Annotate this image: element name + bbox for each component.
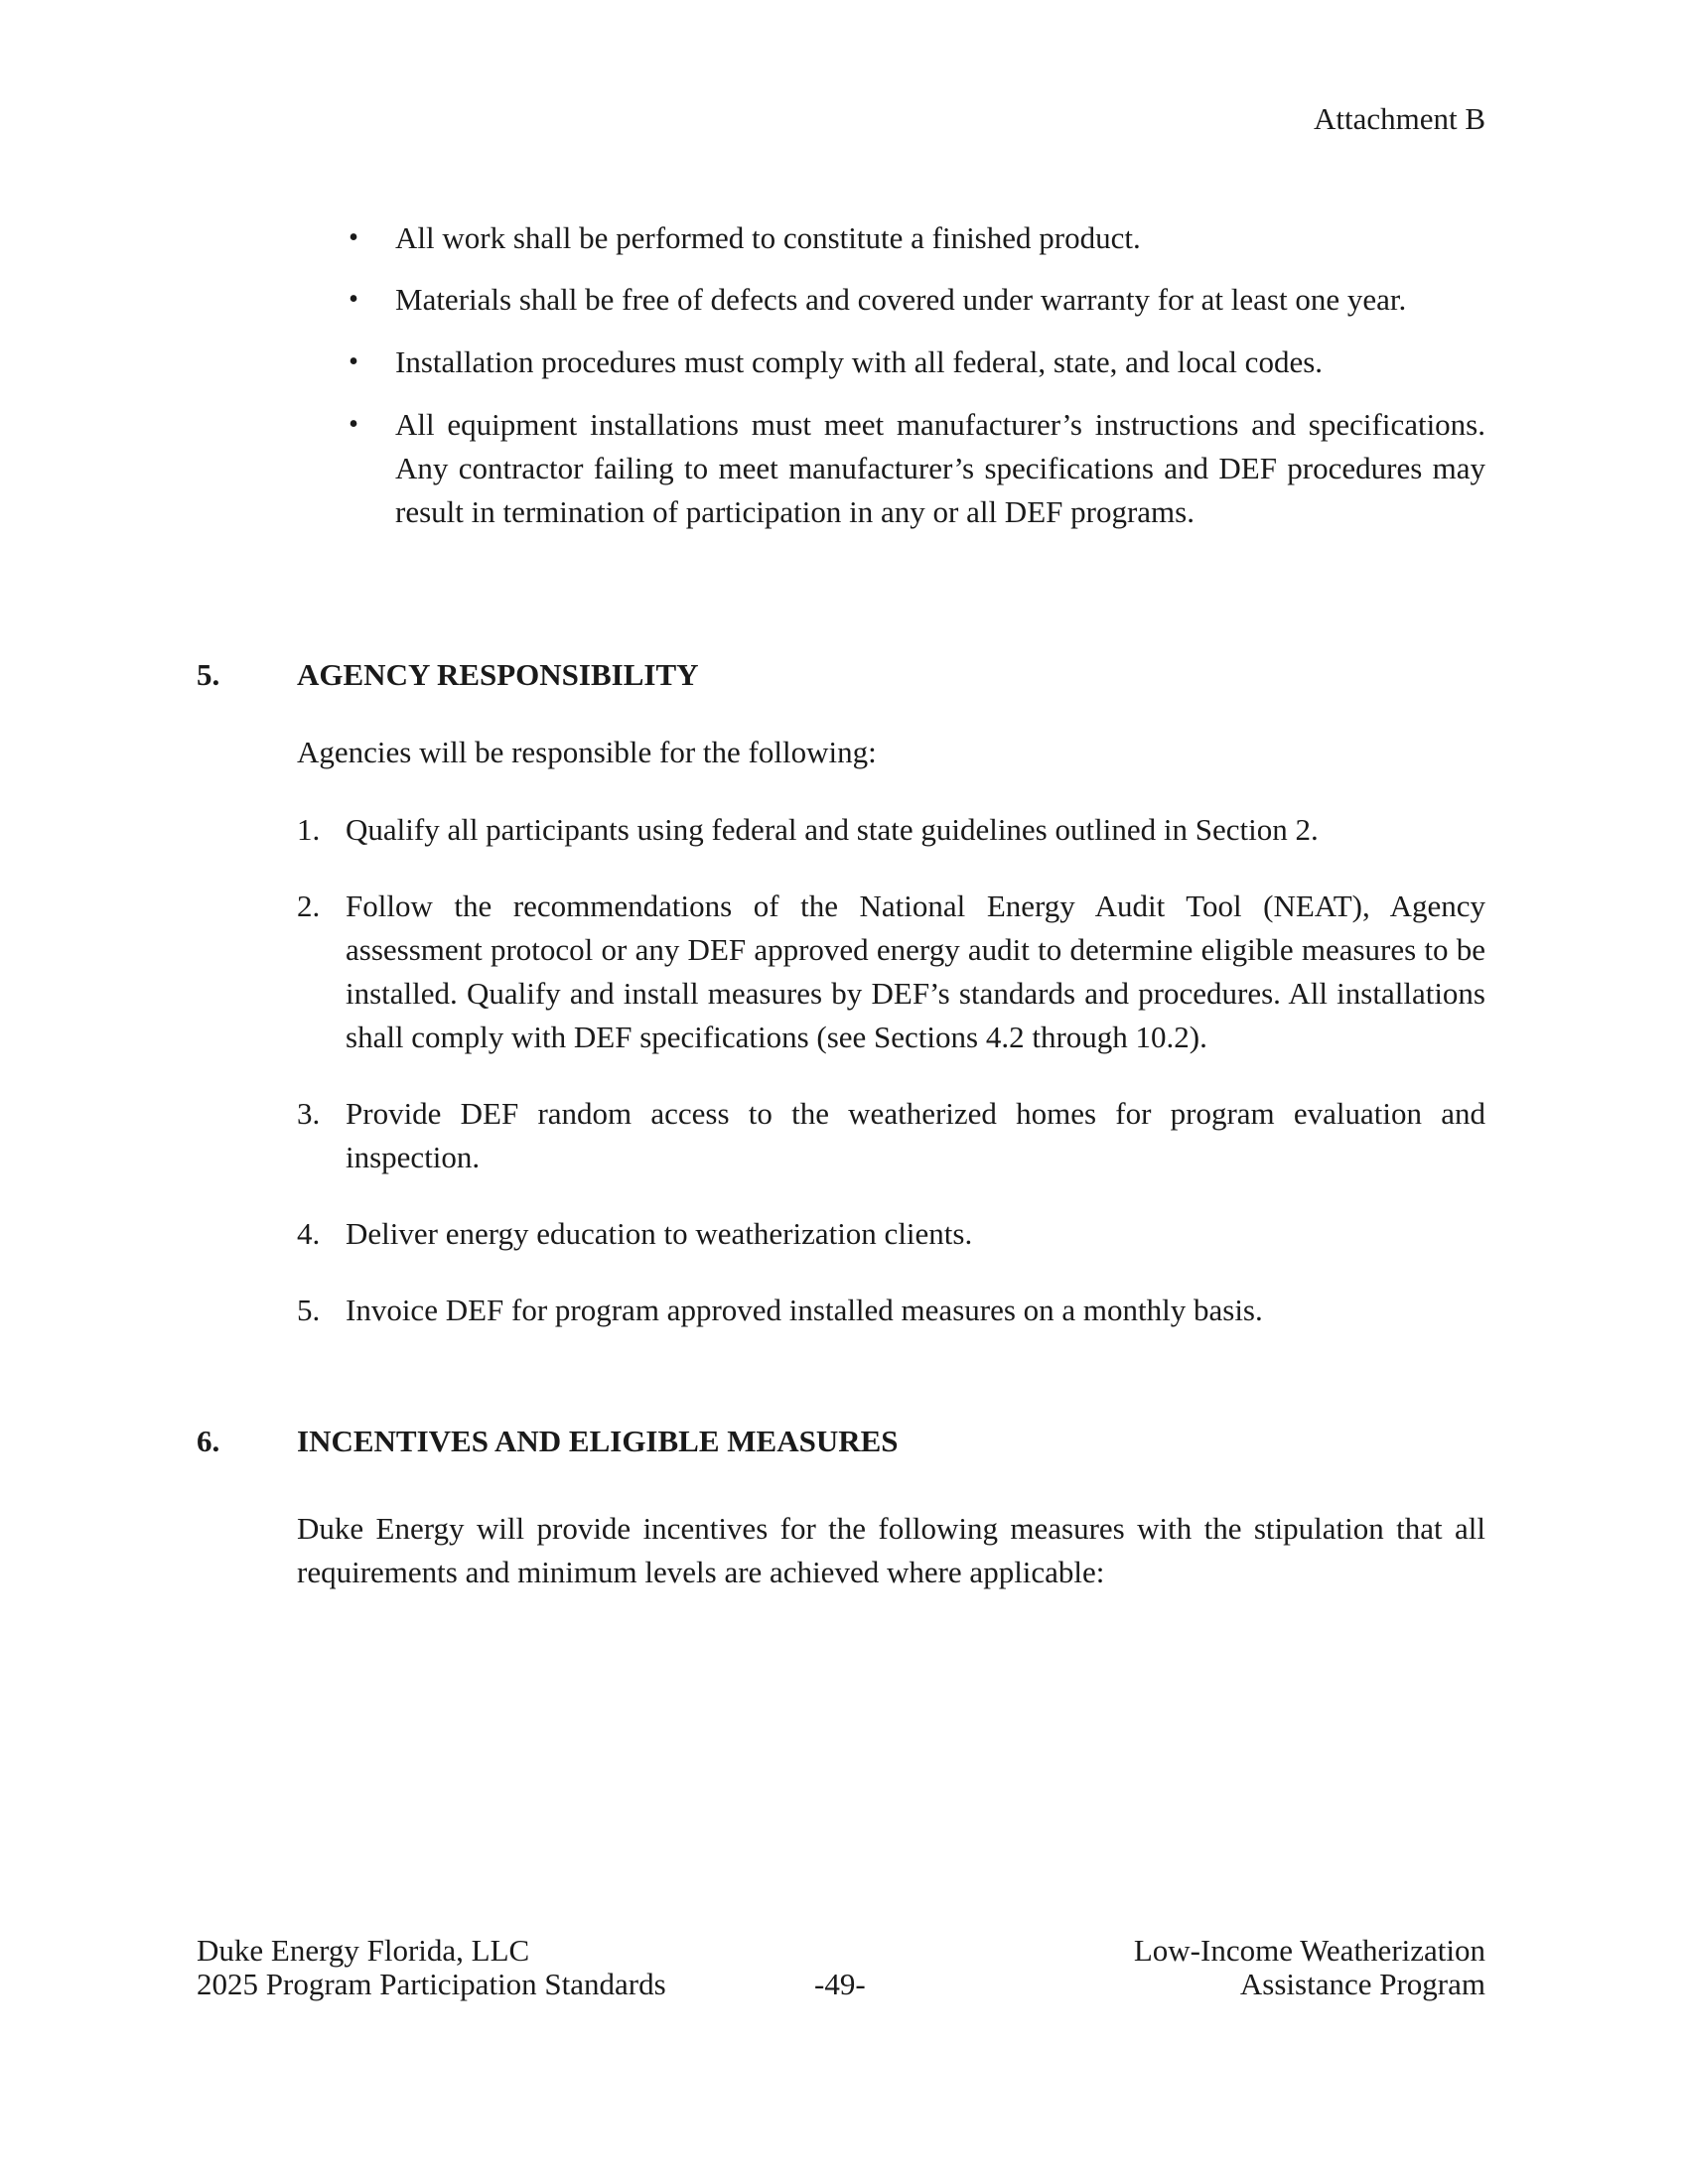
list-number: 1. [297,812,321,847]
bullet-marker: • [349,222,358,253]
footer-company: Duke Energy Florida, LLC [197,1933,530,1968]
list-item: Provide DEF random access to the weatherized homes for program evaluation and inspection. [346,1096,1485,1174]
footer-program-line2: Assistance Program [1239,1967,1485,2001]
section-intro: Duke Energy will provide incentives for the following measures with the stipulation that all requirements and minimum levels are achieved where applicable: [297,1511,1485,1589]
list-number: 2. [297,888,321,923]
bullet-item: Materials shall be free of defects and covered under warranty for at least one year. [395,282,1407,317]
list-item: Qualify all participants using federal and state guidelines outlined in Section 2. [346,812,1319,847]
section-intro: Agencies will be responsible for the following: [297,735,877,769]
bullet-marker: • [349,346,358,377]
list-item: Follow the recommendations of the National Energy Audit Tool (NEAT), Agency assessment protocol or any DEF approved energy audit to determine eligible measures to be installed. Qualify and install measures by DEF’s standards and procedures. All installations shall comply with DEF specifications (see Sections 4.2 through 10.2). [346,888,1485,1054]
bullet-item: All equipment installations must meet manufacturer’s instructions and specifications. Any contractor failing to meet manufacturer’s specifications and DEF procedures may result in termination of participation in any or all DEF programs. [395,407,1485,529]
section-title: AGENCY RESPONSIBILITY [297,657,699,692]
section-number: 5. [197,657,220,692]
bullet-marker: • [349,409,358,440]
section-number: 6. [197,1424,220,1458]
attachment-label: Attachment B [1313,101,1485,136]
page-number: -49- [814,1967,866,2001]
bullet-item: Installation procedures must comply with all federal, state, and local codes. [395,344,1324,379]
list-number: 5. [297,1293,321,1327]
bullet-marker: • [349,284,358,315]
bullet-item: All work shall be performed to constitute a finished product. [395,220,1141,255]
list-number: 3. [297,1096,321,1131]
list-item: Invoice DEF for program approved installed measures on a monthly basis. [346,1293,1263,1327]
list-number: 4. [297,1216,321,1251]
section-title: INCENTIVES AND ELIGIBLE MEASURES [297,1424,899,1458]
footer-standards: 2025 Program Participation Standards [197,1967,666,2001]
footer-program: Low-Income Weatherization [1133,1933,1485,1968]
list-item: Deliver energy education to weatherization clients. [346,1216,973,1251]
